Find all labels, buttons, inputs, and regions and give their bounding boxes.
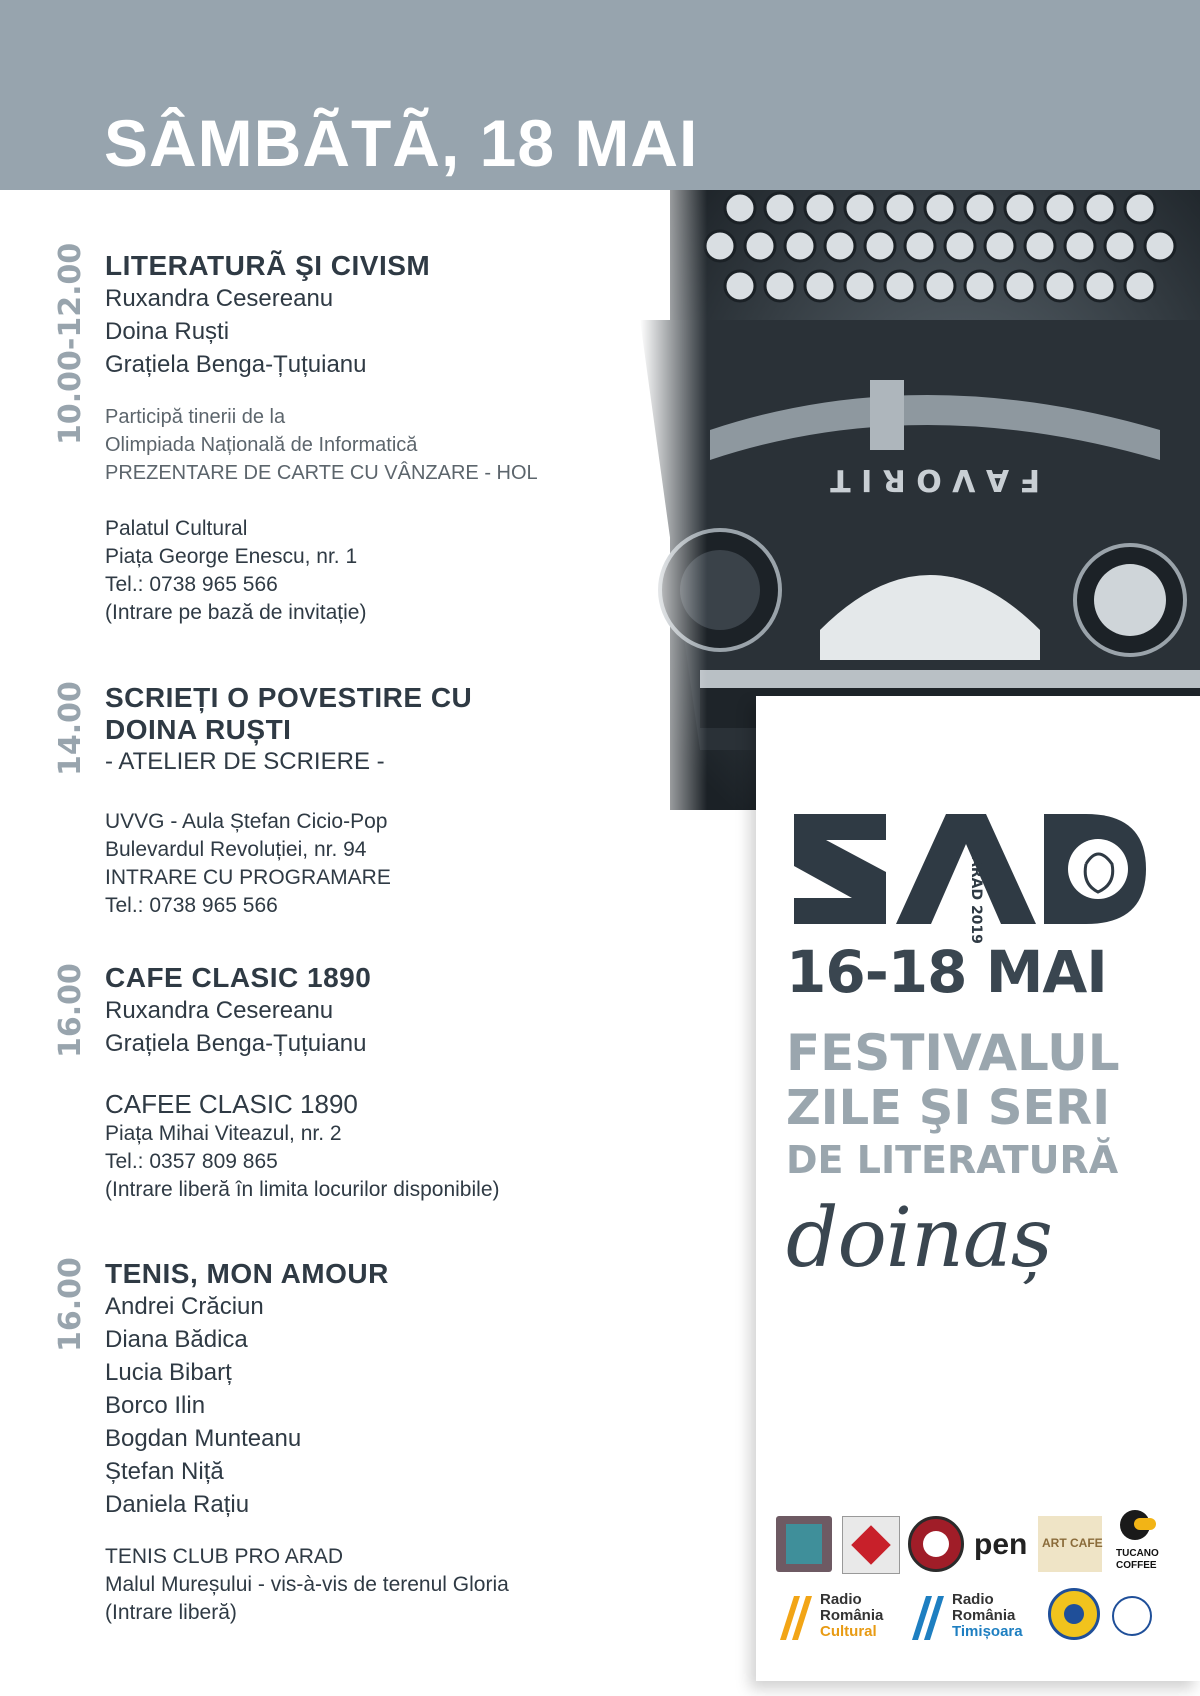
event-note: PREZENTARE DE CARTE CU VÂNZARE - HOL — [105, 462, 538, 484]
venue-name: CAFEE CLASIC 1890 — [105, 1089, 358, 1119]
radio-line: Cultural — [820, 1623, 877, 1640]
venue-phone: Tel.: 0738 965 566 — [105, 894, 278, 917]
radio-romania-timisoara-text — [952, 1592, 1023, 1640]
event-tenis-mon-amour — [105, 1258, 705, 1627]
event-subtitle: - ATELIER DE SCRIERE - — [105, 748, 385, 775]
speaker: Lucia Bibarț — [105, 1359, 232, 1386]
speaker: Ștefan Niță — [105, 1458, 224, 1485]
event-time: 10.00-12.00 — [53, 242, 88, 445]
speaker: Andrei Crăciun — [105, 1293, 264, 1320]
art-cafe-logo — [1038, 1516, 1102, 1572]
lions-club-arad-logo — [1112, 1596, 1152, 1636]
event-title: CAFE CLASIC 1890 — [105, 962, 372, 993]
venue-entry: (Intrare liberă în limita locurilor disponibile) — [105, 1178, 500, 1201]
venue-entry: (Intrare pe bază de invitație) — [105, 601, 367, 624]
speaker: Borco Ilin — [105, 1392, 206, 1419]
page-title: SÂMBÃTÃ, 18 MAI — [104, 106, 699, 180]
lions-logo — [1048, 1588, 1100, 1640]
venue-name: TENIS CLUB PRO ARAD — [105, 1545, 344, 1568]
festival-name-line: DE LITERATURĂ — [786, 1138, 1119, 1182]
radio-line: România — [952, 1607, 1016, 1624]
venue-name: UVVG - Aula Ștefan Cicio-Pop — [105, 810, 388, 833]
header-banner — [0, 0, 1200, 190]
radio-line: România — [820, 1607, 884, 1624]
radio-line: Radio — [820, 1591, 862, 1608]
event-time: 16.00 — [53, 963, 88, 1058]
venue-address: Piața Mihai Viteazul, nr. 2 — [105, 1122, 342, 1145]
event-literatura-civism — [105, 250, 705, 627]
event-title-line: DOINA RUȘTI — [105, 714, 292, 745]
event-time: 14.00 — [53, 681, 88, 776]
festival-poster-card — [756, 696, 1200, 1681]
venue-address: Piața George Enescu, nr. 1 — [105, 545, 358, 568]
event-cafe-clasic — [105, 962, 705, 1204]
tucano-logo — [1112, 1510, 1156, 1546]
arad-seal-logo — [908, 1516, 964, 1572]
sad-logo — [786, 814, 1146, 924]
festival-dates: 16-18 MAI — [786, 938, 1107, 1006]
venue-name: Palatul Cultural — [105, 517, 248, 540]
event-note: Olimpiada Națională de Informatică — [105, 434, 418, 456]
pen-romania-logo: pen — [974, 1528, 1028, 1561]
event-time: 16.00 — [53, 1257, 88, 1352]
speaker: Grațiela Benga-Țuțuianu — [105, 1030, 367, 1057]
speaker: Bogdan Munteanu — [105, 1425, 302, 1452]
event-note: Participă tinerii de la — [105, 406, 286, 428]
speaker: Grațiela Benga-Țuțuianu — [105, 351, 367, 378]
venue-phone: Tel.: 0738 965 566 — [105, 573, 278, 596]
red-square-logo — [842, 1516, 900, 1574]
festival-name-line: ZILE ŞI SERI — [786, 1080, 1111, 1136]
speaker: Diana Bădica — [105, 1326, 248, 1353]
venue-phone: Tel.: 0357 809 865 — [105, 1150, 278, 1173]
radio-romania-cultural-icon — [776, 1592, 816, 1642]
venue-address: Malul Mureșului - vis-à-vis de terenul Gloria — [105, 1573, 509, 1596]
venue-entry: INTRARE CU PROGRAMARE — [105, 866, 391, 889]
event-title: TENIS, MON AMOUR — [105, 1258, 389, 1289]
radio-romania-cultural-text — [820, 1592, 883, 1640]
speaker: Ruxandra Cesereanu — [105, 997, 334, 1024]
venue-entry: (Intrare liberă) — [105, 1601, 237, 1624]
venue-address: Bulevardul Revoluției, nr. 94 — [105, 838, 367, 861]
doinas-script-logo: doinaș — [786, 1191, 1052, 1286]
event-title: LITERATURÃ ŞI CIVISM — [105, 250, 431, 281]
speaker: Ruxandra Cesereanu — [105, 285, 334, 312]
art-cafe-text: ART CAFE — [1042, 1536, 1103, 1550]
festival-name-line: FESTIVALUL — [786, 1024, 1120, 1082]
tucano-text: TUCANO — [1116, 1548, 1159, 1559]
radio-line: Timișoara — [952, 1623, 1023, 1640]
tucano-text: COFFEE — [1116, 1560, 1157, 1571]
museum-logo — [776, 1516, 832, 1572]
sad-logo-subtitle: ARAD 2019 — [968, 856, 984, 944]
event-title-line: SCRIEȚI O POVESTIRE CU — [105, 682, 473, 713]
speaker: Doina Ruști — [105, 318, 230, 345]
speaker: Daniela Rațiu — [105, 1491, 250, 1518]
event-atelier-scriere — [105, 682, 705, 920]
radio-romania-timisoara-icon — [908, 1592, 948, 1642]
radio-line: Radio — [952, 1591, 994, 1608]
